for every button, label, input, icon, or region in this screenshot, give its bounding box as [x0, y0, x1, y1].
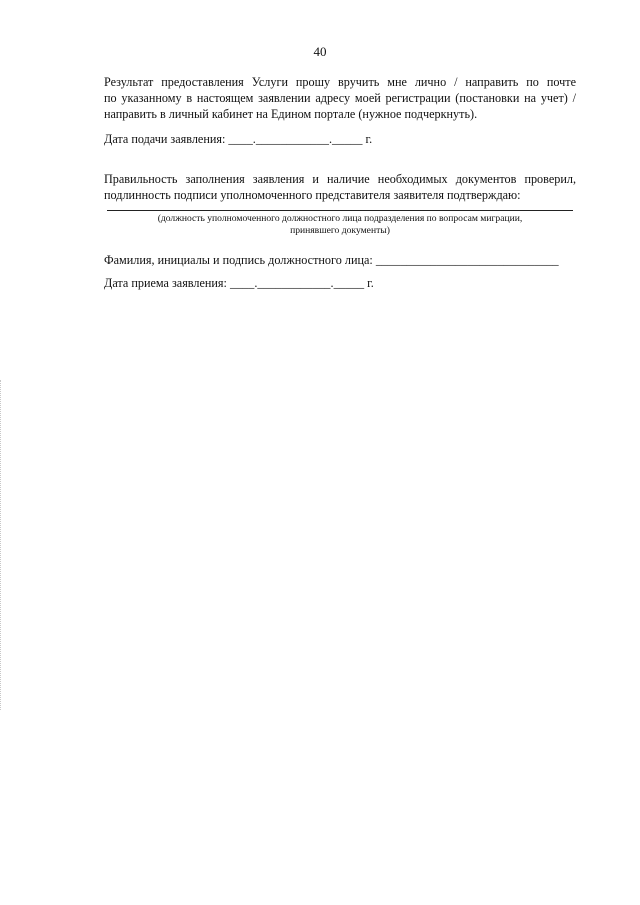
acceptance-date-field [104, 275, 374, 291]
submission-date-field [104, 131, 372, 147]
verification-line-2: подлинность подписи уполномоченного представителя заявителя подтверждаю: [104, 188, 521, 202]
caption-line-1: (должность уполномоченного должностного лица подразделения по вопросам миграции, [157, 213, 523, 224]
result-line-2: по указанному в настоящем заявлении адресу моей регистрации (постановки на учет) / [104, 91, 576, 105]
official-position-line [107, 210, 573, 211]
official-signature-field [104, 252, 559, 268]
verification-line-1: Правильность заполнения заявления и наличие необходимых документов проверил, [104, 172, 576, 186]
submission-date-text: Дата подачи заявления: ____.____________._____ г. [104, 132, 373, 146]
page-number: 40 [313, 44, 327, 59]
caption-line-2: принявшего документы) [290, 225, 390, 236]
verification-paragraph [104, 171, 576, 203]
official-position-caption [104, 213, 576, 237]
scan-edge-artifact [0, 380, 3, 710]
acceptance-date-text: Дата приема заявления: ____.____________._____ г. [104, 276, 374, 290]
result-line-3: направить в личный кабинет на Едином портале (нужное подчеркнуть). [104, 107, 478, 121]
official-signature-text: Фамилия, инициалы и подпись должностного лица: ______________________________ [104, 253, 559, 267]
result-delivery-paragraph [104, 74, 576, 122]
result-line-1: Результат предоставления Услуги прошу вручить мне лично / направить по почте [104, 75, 576, 89]
